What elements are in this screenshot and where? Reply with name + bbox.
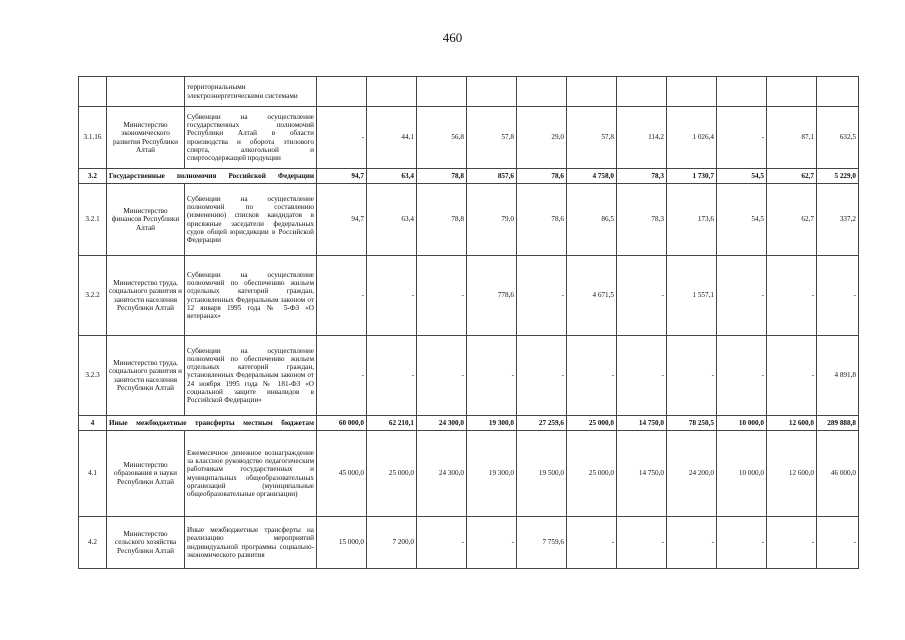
value-cell: - (317, 107, 367, 169)
value-cell: - (417, 336, 467, 416)
value-cell: 54,5 (717, 169, 767, 184)
row-number-cell: 3.2.2 (79, 256, 107, 336)
value-cell: 14 750,0 (617, 416, 667, 431)
value-cell: 19 300,0 (467, 431, 517, 517)
description-cell: Субвенции на осуществление государственных полномочий Республики Алтай в области производства и оборота этилового спирта, алкогольной и спиртосодержащей продукции (185, 107, 317, 169)
value-cell: 27 259,6 (517, 416, 567, 431)
value-cell: 86,5 (567, 184, 617, 256)
value-cell: 14 750,0 (617, 431, 667, 517)
row-number-cell: 4 (79, 416, 107, 431)
value-cell: - (317, 256, 367, 336)
ministry-cell: Министерство образования и науки Республики Алтай (107, 431, 185, 517)
value-cell: 78,6 (517, 184, 567, 256)
value-cell: - (517, 256, 567, 336)
value-cell: - (467, 517, 517, 569)
description-cell: Субвенции на осуществление полномочий по обеспечению жильем отдельных категорий граждан, установленных Федеральным законом от 12 января 1995 года № 5-ФЗ «О ветеранах» (185, 256, 317, 336)
value-cell: 63,4 (367, 169, 417, 184)
value-cell: 632,5 (817, 107, 859, 169)
value-cell: 46 000,0 (817, 431, 859, 517)
value-cell: 24 200,0 (667, 431, 717, 517)
value-cell: 60 000,0 (317, 416, 367, 431)
value-cell: 94,7 (317, 184, 367, 256)
value-cell: - (767, 256, 817, 336)
ministry-cell: Министерство экономического развития Республики Алтай (107, 107, 185, 169)
value-cell (817, 77, 859, 107)
description-cell: Субвенции на осуществление полномочий по составлению (изменению) списков кандидатов в присяжные заседатели федеральных судов общей юрисдикции в Российской Федерации (185, 184, 317, 256)
value-cell: 62 210,1 (367, 416, 417, 431)
value-cell: 78,3 (617, 184, 667, 256)
value-cell: 1 557,1 (667, 256, 717, 336)
description-cell: Ежемесячное денежное вознаграждение за классное руководство педагогическим работникам государственных и муниципальных общеобразовательных организаций (муниципальные общеобразовательные организации) (185, 431, 317, 517)
value-cell: 24 300,0 (417, 431, 467, 517)
value-cell (717, 77, 767, 107)
table-row (79, 336, 859, 416)
value-cell: 54,5 (717, 184, 767, 256)
table-row (79, 431, 859, 517)
value-cell: 57,8 (467, 107, 517, 169)
table-section-row (79, 416, 859, 431)
value-cell: - (717, 107, 767, 169)
row-number-cell: 4.1 (79, 431, 107, 517)
value-cell: - (367, 256, 417, 336)
value-cell: 5 229,0 (817, 169, 859, 184)
value-cell: 79,0 (467, 184, 517, 256)
value-cell (467, 77, 517, 107)
value-cell: - (417, 256, 467, 336)
table-section-row (79, 169, 859, 184)
table-row (79, 256, 859, 336)
value-cell: 45 000,0 (317, 431, 367, 517)
ministry-cell: Министерство труда, социального развития и занятости населения Республики Алтай (107, 256, 185, 336)
value-cell: 857,6 (467, 169, 517, 184)
value-cell: 19 300,0 (467, 416, 517, 431)
value-cell: 7 200,0 (367, 517, 417, 569)
value-cell: - (767, 336, 817, 416)
value-cell: - (567, 336, 617, 416)
value-cell: 4 891,8 (817, 336, 859, 416)
value-cell: - (717, 256, 767, 336)
value-cell: - (717, 336, 767, 416)
value-cell: 4 758,0 (567, 169, 617, 184)
value-cell: 1 730,7 (667, 169, 717, 184)
value-cell: 10 000,0 (717, 431, 767, 517)
row-number-cell: 3.1.16 (79, 107, 107, 169)
value-cell: 62,7 (767, 184, 817, 256)
value-cell: 12 600,0 (767, 416, 817, 431)
ministry-cell: Министерство труда, социального развития и занятости населения Республики Алтай (107, 336, 185, 416)
value-cell: 78,3 (617, 169, 667, 184)
value-cell: 94,7 (317, 169, 367, 184)
value-cell: - (317, 336, 367, 416)
value-cell: 29,0 (517, 107, 567, 169)
value-cell (417, 77, 467, 107)
table-row (79, 107, 859, 169)
value-cell: 1 026,4 (667, 107, 717, 169)
value-cell (517, 77, 567, 107)
value-cell (667, 77, 717, 107)
description-cell: территориальными электроэнергетическими системами (185, 77, 317, 107)
value-cell: 24 300,0 (417, 416, 467, 431)
row-number-cell: 3.2 (79, 169, 107, 184)
value-cell: - (617, 336, 667, 416)
ministry-cell (107, 77, 185, 107)
value-cell: 114,2 (617, 107, 667, 169)
value-cell: 63,4 (367, 184, 417, 256)
value-cell: 12 600,0 (767, 431, 817, 517)
value-cell: - (817, 256, 859, 336)
value-cell: 44,1 (367, 107, 417, 169)
table-row (79, 184, 859, 256)
value-cell: - (617, 517, 667, 569)
table-row (79, 517, 859, 569)
value-cell: - (667, 517, 717, 569)
budget-table (78, 76, 859, 569)
value-cell: - (767, 517, 817, 569)
value-cell: 778,6 (467, 256, 517, 336)
value-cell: - (617, 256, 667, 336)
value-cell: - (817, 517, 859, 569)
section-title-cell: Иные межбюджетные трансферты местным бюджетам (107, 416, 317, 431)
value-cell: - (467, 336, 517, 416)
value-cell: 4 671,5 (567, 256, 617, 336)
row-number-cell: 3.2.1 (79, 184, 107, 256)
value-cell: 173,6 (667, 184, 717, 256)
value-cell: 78,6 (517, 169, 567, 184)
value-cell: 57,8 (567, 107, 617, 169)
table-row (79, 77, 859, 107)
value-cell: 25 000,0 (567, 416, 617, 431)
value-cell: 62,7 (767, 169, 817, 184)
value-cell: 289 888,8 (817, 416, 859, 431)
value-cell: 7 759,6 (517, 517, 567, 569)
value-cell (567, 77, 617, 107)
row-number-cell (79, 77, 107, 107)
value-cell: 25 000,0 (567, 431, 617, 517)
value-cell (367, 77, 417, 107)
value-cell: 87,1 (767, 107, 817, 169)
description-cell: Субвенции на осуществление полномочий по обеспечению жильем отдельных категорий граждан, установленных Федеральным законом от 24 ноября 1995 года № 181-ФЗ «О социальной защите инвалидов в Российской Федерации» (185, 336, 317, 416)
ministry-cell: Министерство сельского хозяйства Республики Алтай (107, 517, 185, 569)
value-cell: - (717, 517, 767, 569)
value-cell: 25 000,0 (367, 431, 417, 517)
value-cell: 78,8 (417, 184, 467, 256)
value-cell: 78 250,5 (667, 416, 717, 431)
value-cell: 10 000,0 (717, 416, 767, 431)
value-cell (767, 77, 817, 107)
ministry-cell: Министерство финансов Республики Алтай (107, 184, 185, 256)
value-cell: 78,8 (417, 169, 467, 184)
value-cell: - (367, 336, 417, 416)
section-title-cell: Государственные полномочия Российской Федерации (107, 169, 317, 184)
value-cell (317, 77, 367, 107)
value-cell: 19 500,0 (517, 431, 567, 517)
value-cell: - (517, 336, 567, 416)
description-cell: Иные межбюджетные трансферты на реализацию мероприятий индивидуальной программы социально-экономического развития (185, 517, 317, 569)
value-cell: 337,2 (817, 184, 859, 256)
row-number-cell: 3.2.3 (79, 336, 107, 416)
value-cell: 15 000,0 (317, 517, 367, 569)
row-number-cell: 4.2 (79, 517, 107, 569)
value-cell: - (567, 517, 617, 569)
page-number: 460 (442, 30, 463, 45)
value-cell: - (667, 336, 717, 416)
value-cell: - (417, 517, 467, 569)
value-cell: 56,8 (417, 107, 467, 169)
value-cell (617, 77, 667, 107)
